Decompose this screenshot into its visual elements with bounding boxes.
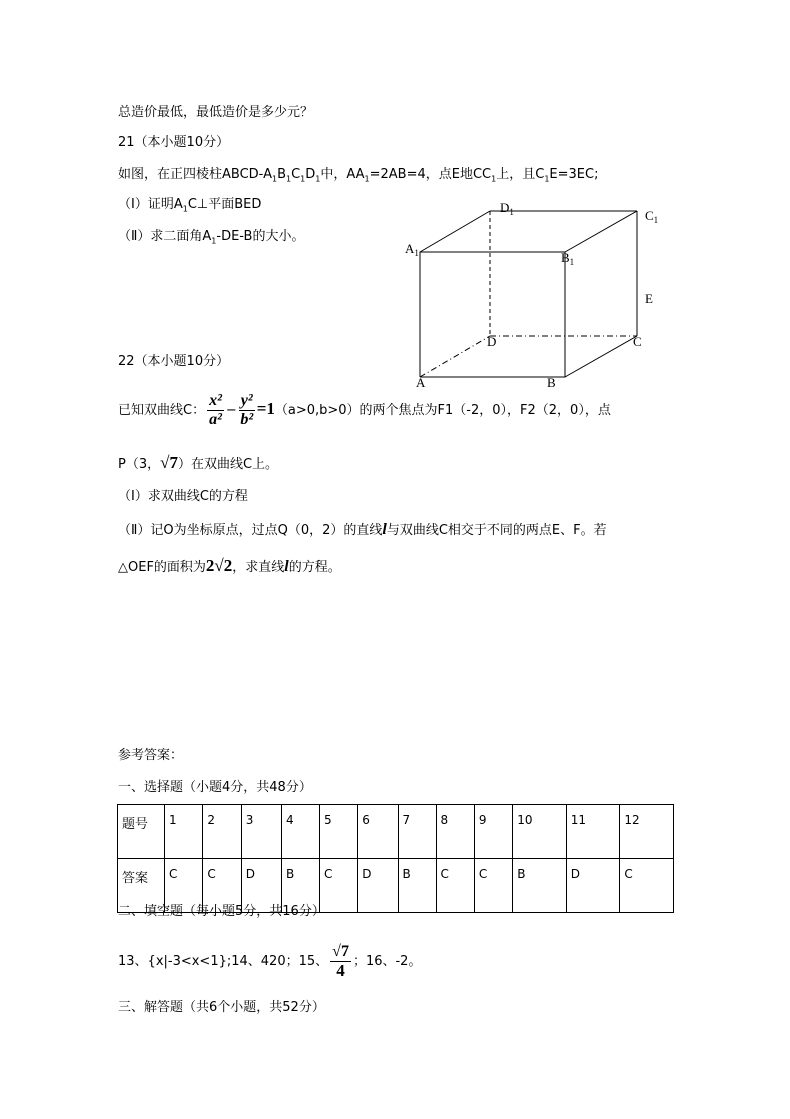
q22-part1: （Ⅰ）求双曲线C的方程 — [118, 489, 248, 504]
table-cell: 1 — [165, 805, 203, 859]
q21-text: 如图，在正四棱柱ABCD-$A_1B_1C_1D_1$中，$AA_1=2AB=4$，点E地$CC_1$上，且$C_1E=3EC$; — [118, 167, 599, 184]
table-cell: C — [436, 859, 474, 913]
table-cell: B — [398, 859, 436, 913]
label-B: B — [547, 375, 556, 390]
table-cell: 5 — [319, 805, 357, 859]
label-A1: $A_1$ — [405, 241, 419, 258]
section-2-title: 二、填空题（每小题5分，共16分） — [118, 904, 325, 919]
table-cell: 题号 — [118, 805, 165, 859]
fill-answers: 13、{x|-3<x<1};14、420；15、 $\frac{√7}{4}$ ；16、-2。 — [118, 943, 422, 980]
table-cell: C — [203, 859, 241, 913]
answer-table — [117, 804, 674, 913]
table-cell: B — [513, 859, 567, 913]
table-cell: 3 — [241, 805, 281, 859]
q22-part2-cont: △OEF的面积为2√2，求直线l的方程。 — [118, 556, 341, 575]
table-cell: 答案 — [118, 859, 165, 913]
table-cell: C — [319, 859, 357, 913]
label-E: E — [645, 291, 653, 306]
q21-title: 21（本小题10分） — [118, 135, 230, 150]
table-cell: C — [474, 859, 512, 913]
table-cell: B — [281, 859, 319, 913]
label-A: A — [416, 375, 426, 390]
table-cell: C — [620, 859, 674, 913]
section-1-title: 一、选择题（小题4分，共48分） — [118, 780, 312, 795]
table-cell: 10 — [513, 805, 567, 859]
q22-part2: （Ⅱ）记O为坐标原点，过点Q（0，2）的直线l与双曲线C相交于不同的两点E、F。若 — [118, 521, 607, 538]
table-cell: 4 — [281, 805, 319, 859]
table-cell: D — [566, 859, 620, 913]
q22-text: 已知双曲线C： $\frac{\text{x²}}{\text{a²}}$ − $\frac{\text{y²}}{\text{b²}}$ =1（a>0,b>0）的两个焦点为F1（-2，0），F2（2，0），点 — [118, 392, 611, 428]
label-B1: $B_1$ — [561, 250, 575, 267]
table-cell: 9 — [474, 805, 512, 859]
q21-part1: （Ⅰ）证明$A_1C\perp$平面BED — [118, 197, 262, 214]
q22-point: P（3，√7）在双曲线C上。 — [118, 453, 279, 472]
table-cell: C — [165, 859, 203, 913]
table-cell: D — [241, 859, 281, 913]
table-cell: 7 — [398, 805, 436, 859]
label-D1: $D_1$ — [500, 200, 514, 217]
table-cell: D — [358, 859, 398, 913]
table-cell: 8 — [436, 805, 474, 859]
label-D: D — [487, 334, 497, 349]
table-cell: 11 — [566, 805, 620, 859]
table-cell: 6 — [358, 805, 398, 859]
table-cell: 12 — [620, 805, 674, 859]
label-C1: $C_1$ — [645, 208, 659, 225]
text-line: 总造价最低，最低造价是多少元？ — [118, 105, 314, 120]
q21-part2: （Ⅱ）求二面角$A_1-DE-B$的大小。 — [118, 229, 305, 246]
label-C: C — [633, 334, 642, 349]
table-row — [118, 805, 674, 859]
section-3-title: 三、解答题（共6个小题，共52分） — [118, 1000, 325, 1015]
q22-title: 22（本小题10分） — [118, 354, 230, 369]
answers-title: 参考答案： — [118, 748, 184, 763]
table-cell: 2 — [203, 805, 241, 859]
